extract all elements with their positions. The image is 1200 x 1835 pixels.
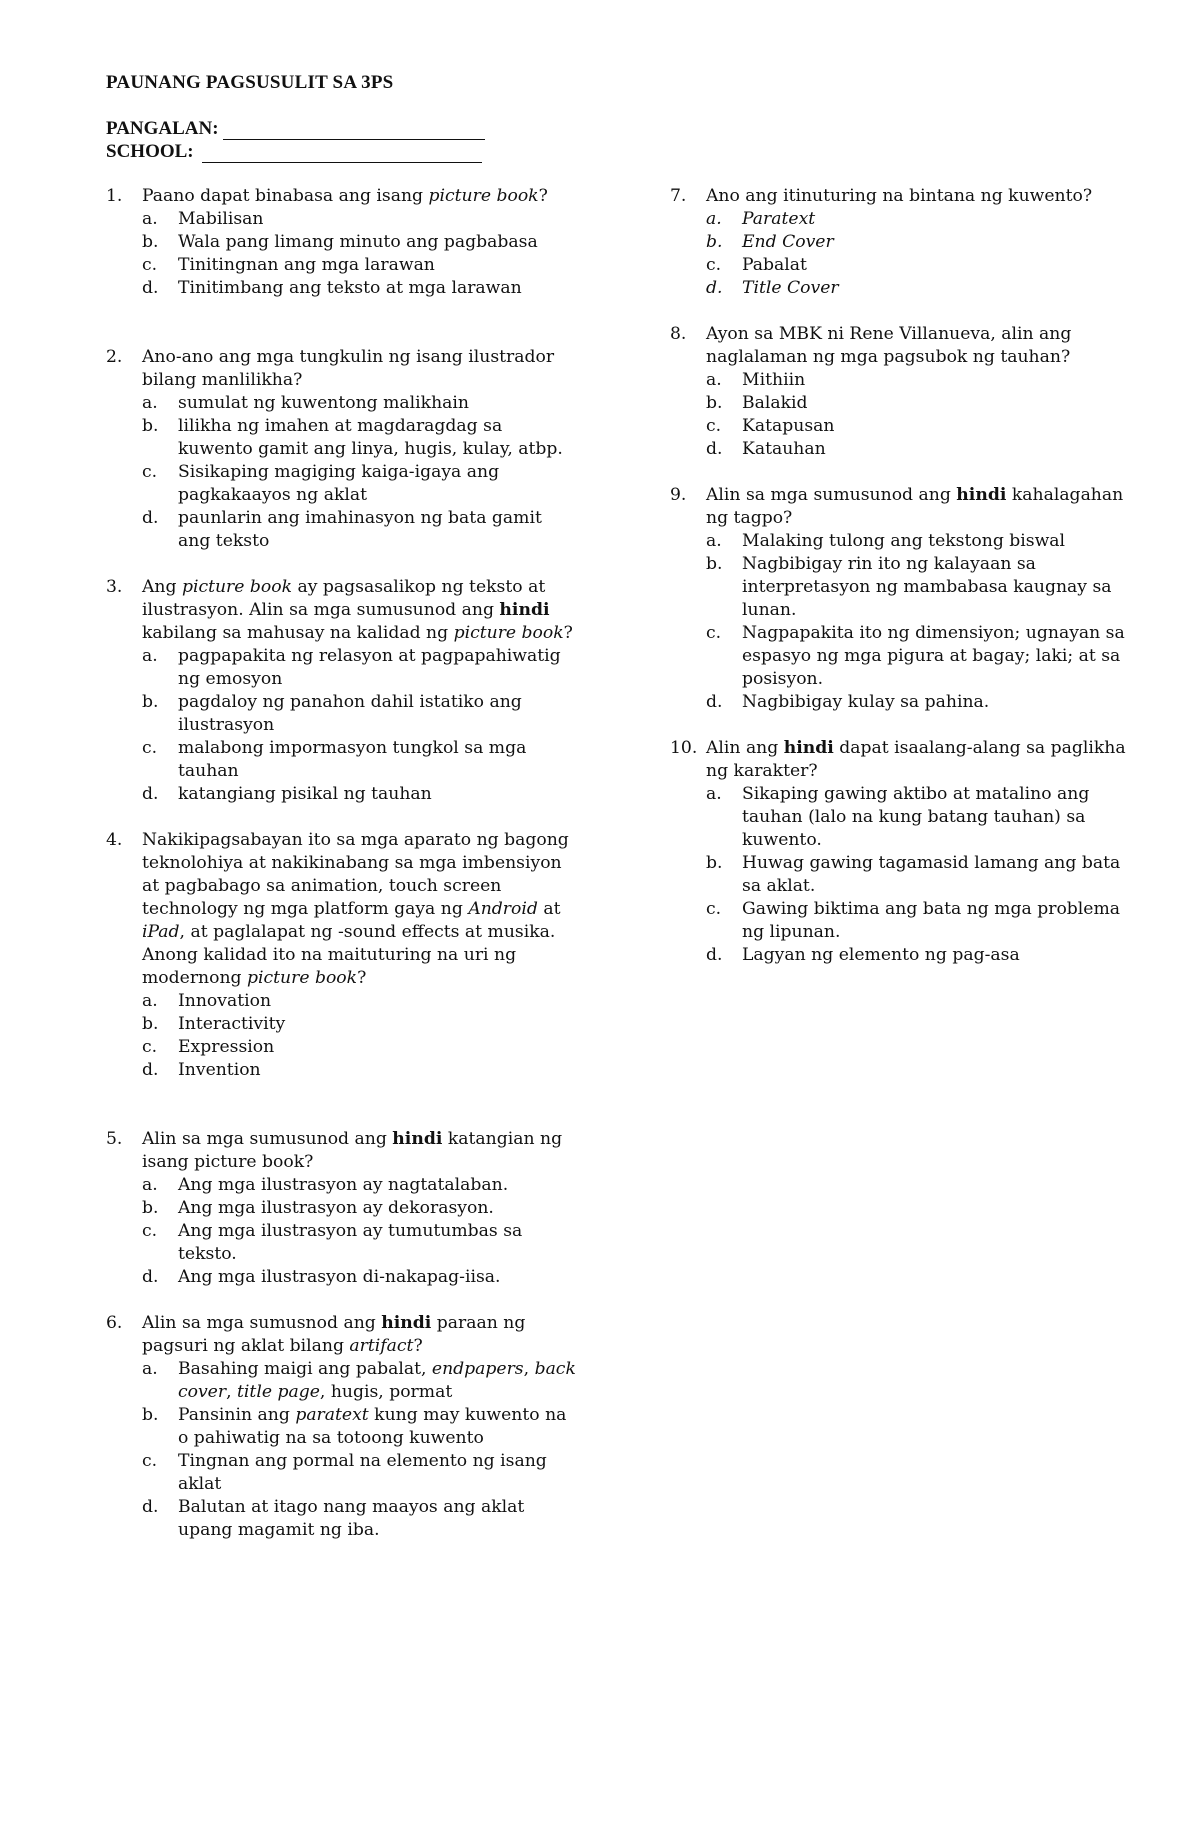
answer-options [142,392,576,553]
question-6 [106,1312,576,1542]
option-letter: b. [142,1405,159,1425]
question-number: 8. [670,324,687,344]
option-letter: b. [706,554,723,574]
option-letter: a. [142,646,158,666]
answer-option[interactable] [706,208,1140,231]
option-text: Wala pang limang minuto ang pagbabasa [178,232,538,252]
option-text: Katauhan [742,439,826,459]
option-text: Nagbibigay kulay sa pahina. [742,692,990,712]
answer-option[interactable] [706,898,1140,944]
answer-options [706,530,1140,714]
question-number: 10. [670,738,698,758]
option-letter: b. [142,692,159,712]
answer-option[interactable] [142,415,576,461]
question-number: 4. [106,830,123,850]
question-stem: Ano ang itinuturing na bintana ng kuwento? [706,186,1093,206]
answer-option[interactable] [142,392,576,415]
option-letter: d. [142,1267,159,1287]
question-stem: Paano dapat binabasa ang isang picture book? [142,186,548,206]
answer-option[interactable] [706,553,1140,622]
question-stem: Alin sa mga sumusunod ang hindi katangian ng isang picture book? [142,1129,563,1172]
answer-option[interactable] [142,254,576,277]
option-letter: c. [706,416,722,436]
option-text: Ang mga ilustrasyon di-nakapag-iisa. [178,1267,501,1287]
answer-option[interactable] [142,783,576,806]
option-text: Mabilisan [178,209,264,229]
answer-option[interactable] [706,783,1140,852]
option-letter: a. [142,1175,158,1195]
name-blank-line[interactable] [223,138,485,140]
option-letter: d. [142,784,159,804]
option-letter: b. [706,232,723,252]
answer-option[interactable] [706,438,1140,461]
option-text: lilikha ng imahen at magdaragdag sa kuwento gamit ang linya, hugis, kulay, atbp. [178,416,563,459]
option-letter: c. [142,255,158,275]
answer-option[interactable] [706,944,1140,967]
answer-option[interactable] [142,1036,576,1059]
option-letter: c. [142,1221,158,1241]
question-stem-row [106,576,576,645]
question-stem-row [106,346,576,392]
option-text: Katapusan [742,416,835,436]
option-letter: d. [142,508,159,528]
option-letter: a. [142,209,158,229]
question-stem: Alin ang hindi dapat isaalang-alang sa paglikha ng karakter? [706,738,1126,781]
page-title: PAUNANG PAGSUSULIT SA 3PS [106,72,394,93]
question-stem-row [106,829,576,990]
answer-option[interactable] [142,1013,576,1036]
option-text: paunlarin ang imahinasyon ng bata gamit ang teksto [178,508,542,551]
answer-option[interactable] [706,622,1140,691]
option-letter: d. [706,278,723,298]
question-stem: Ang picture book ay pagsasalikop ng teksto at ilustrasyon. Alin sa mga sumusunod ang hindi kabilang sa mahusay na kalidad ng picture book? [142,577,573,643]
answer-option[interactable] [706,369,1140,392]
answer-options [142,990,576,1082]
option-text: Sikaping gawing aktibo at matalino ang tauhan (lalo na kung batang tauhan) sa kuwento. [742,784,1090,850]
option-letter: a. [706,531,722,551]
answer-option[interactable] [142,507,576,553]
question-number: 5. [106,1129,123,1149]
option-text: Tinitingnan ang mga larawan [178,255,435,275]
answer-option[interactable] [706,277,1140,300]
answer-option[interactable] [706,254,1140,277]
question-stem: Alin sa mga sumusunod ang hindi kahalagahan ng tagpo? [706,485,1124,528]
question-number: 2. [106,347,123,367]
answer-option[interactable] [706,852,1140,898]
option-letter: c. [142,462,158,482]
answer-option[interactable] [142,1404,576,1450]
option-letter: b. [142,232,159,252]
option-letter: a. [706,370,722,390]
answer-options [706,208,1140,300]
option-text: pagpapakita ng relasyon at pagpapahiwatig ng emosyon [178,646,561,689]
answer-option[interactable] [706,530,1140,553]
option-text: Nagpapakita ito ng dimensiyon; ugnayan sa espasyo ng mga pigura at bagay; laki; at sa posisyon. [742,623,1125,689]
option-letter: b. [706,393,723,413]
option-text: Lagyan ng elemento ng pag-asa [742,945,1020,965]
answer-option[interactable] [142,691,576,737]
option-text: Basahing maigi ang pabalat, endpapers, back cover, title page, hugis, pormat [178,1359,576,1402]
answer-option[interactable] [706,415,1140,438]
question-7 [670,185,1140,300]
option-text: Ang mga ilustrasyon ay nagtatalaban. [178,1175,509,1195]
question-stem-row [106,1128,576,1174]
question-3 [106,576,576,806]
question-number: 7. [670,186,687,206]
option-text: Pabalat [742,255,807,275]
option-text: Balutan at itago nang maayos ang aklat upang magamit ng iba. [178,1497,525,1540]
answer-option[interactable] [142,208,576,231]
option-letter: c. [706,255,722,275]
question-stem: Alin sa mga sumusnod ang hindi paraan ng pagsuri ng aklat bilang artifact? [142,1313,526,1356]
answer-option[interactable] [142,1496,576,1542]
answer-options [142,1358,576,1542]
option-letter: a. [142,1359,158,1379]
answer-option[interactable] [142,990,576,1013]
option-text: Ang mga ilustrasyon ay dekorasyon. [178,1198,494,1218]
answer-option[interactable] [142,461,576,507]
answer-option[interactable] [142,1174,576,1197]
option-letter: c. [706,899,722,919]
answer-option[interactable] [142,737,576,783]
option-letter: b. [142,416,159,436]
school-field [106,141,482,163]
left-column [106,185,576,1542]
option-text: Nagbibigay rin ito ng kalayaan sa interpretasyon ng mambabasa kaugnay sa lunan. [742,554,1112,620]
question-number: 3. [106,577,123,597]
question-stem-row [670,323,1140,369]
option-letter: d. [142,1497,159,1517]
question-stem: Ayon sa MBK ni Rene Villanueva, alin ang naglalaman ng mga pagsubok ng tauhan? [706,324,1072,367]
option-letter: c. [142,1451,158,1471]
question-8 [670,323,1140,461]
question-4 [106,829,576,1082]
question-number: 1. [106,186,123,206]
question-stem-row [670,185,1140,208]
answer-options [706,369,1140,461]
question-stem: Nakikipagsabayan ito sa mga aparato ng bagong teknolohiya at nakikinabang sa mga imbensiyon at pagbabago sa animation, touch screen technology ng mga platform gaya ng Android at iPad, at paglalapat ng -sound effects at musika. Anong kalidad ito na maituturing na uri ng modernong picture book? [142,830,569,988]
option-letter: b. [142,1198,159,1218]
question-stem-row [106,185,576,208]
answer-option[interactable] [706,691,1140,714]
option-text: Interactivity [178,1014,286,1034]
answer-options [706,783,1140,967]
answer-options [142,208,576,300]
question-stem: Ano-ano ang mga tungkulin ng isang ilustrador bilang manlilikha? [142,347,555,390]
option-letter: d. [706,692,723,712]
option-text: Ang mga ilustrasyon ay tumutumbas sa teksto. [178,1221,523,1264]
answer-option[interactable] [142,1220,576,1266]
question-2 [106,346,576,553]
option-letter: a. [706,784,722,804]
option-text: Malaking tulong ang tekstong biswal [742,531,1066,551]
option-text: Invention [178,1060,261,1080]
name-label: PANGALAN: [106,118,219,139]
answer-options [142,1174,576,1289]
answer-option[interactable] [142,1197,576,1220]
question-10 [670,737,1140,967]
option-text: katangiang pisikal ng tauhan [178,784,432,804]
option-letter: d. [142,278,159,298]
option-letter: a. [142,393,158,413]
option-text: Mithiin [742,370,806,390]
option-letter: a. [706,209,722,229]
question-number: 9. [670,485,687,505]
name-field [106,118,485,140]
option-letter: d. [706,945,723,965]
option-text: Balakid [742,393,808,413]
answer-option[interactable] [142,1450,576,1496]
question-1 [106,185,576,300]
question-5 [106,1128,576,1289]
question-number: 6. [106,1313,123,1333]
option-text: malabong impormasyon tungkol sa mga tauhan [178,738,527,781]
answer-option[interactable] [142,1358,576,1404]
option-letter: a. [142,991,158,1011]
option-text: Tingnan ang pormal na elemento ng isang aklat [178,1451,547,1494]
option-text: Tinitimbang ang teksto at mga larawan [178,278,522,298]
option-text: Pansinin ang paratext kung may kuwento na o pahiwatig na sa totoong kuwento [178,1405,567,1448]
answer-option[interactable] [706,231,1140,254]
option-text: Expression [178,1037,275,1057]
option-text: Paratext [742,209,816,229]
option-letter: c. [706,623,722,643]
option-text: Huwag gawing tagamasid lamang ang bata sa aklat. [742,853,1121,896]
option-text: Innovation [178,991,272,1011]
option-letter: c. [142,1037,158,1057]
option-text: Gawing biktima ang bata ng mga problema ng lipunan. [742,899,1121,942]
question-stem-row [670,484,1140,530]
answer-option[interactable] [706,392,1140,415]
option-text: Title Cover [742,278,839,298]
right-column [670,185,1140,967]
school-blank-line[interactable] [202,161,482,163]
answer-option[interactable] [142,277,576,300]
option-text: End Cover [742,232,834,252]
school-label: SCHOOL: [106,141,194,162]
option-text: pagdaloy ng panahon dahil istatiko ang ilustrasyon [178,692,522,735]
option-letter: c. [142,738,158,758]
option-text: Sisikaping magiging kaiga-igaya ang pagkakaayos ng aklat [178,462,500,505]
answer-option[interactable] [142,1266,576,1289]
option-letter: b. [706,853,723,873]
option-letter: d. [142,1060,159,1080]
answer-option[interactable] [142,1059,576,1082]
question-stem-row [106,1312,576,1358]
question-9 [670,484,1140,714]
option-letter: d. [706,439,723,459]
answer-options [142,645,576,806]
answer-option[interactable] [142,645,576,691]
answer-option[interactable] [142,231,576,254]
option-letter: b. [142,1014,159,1034]
option-text: sumulat ng kuwentong malikhain [178,393,469,413]
question-stem-row [670,737,1140,783]
